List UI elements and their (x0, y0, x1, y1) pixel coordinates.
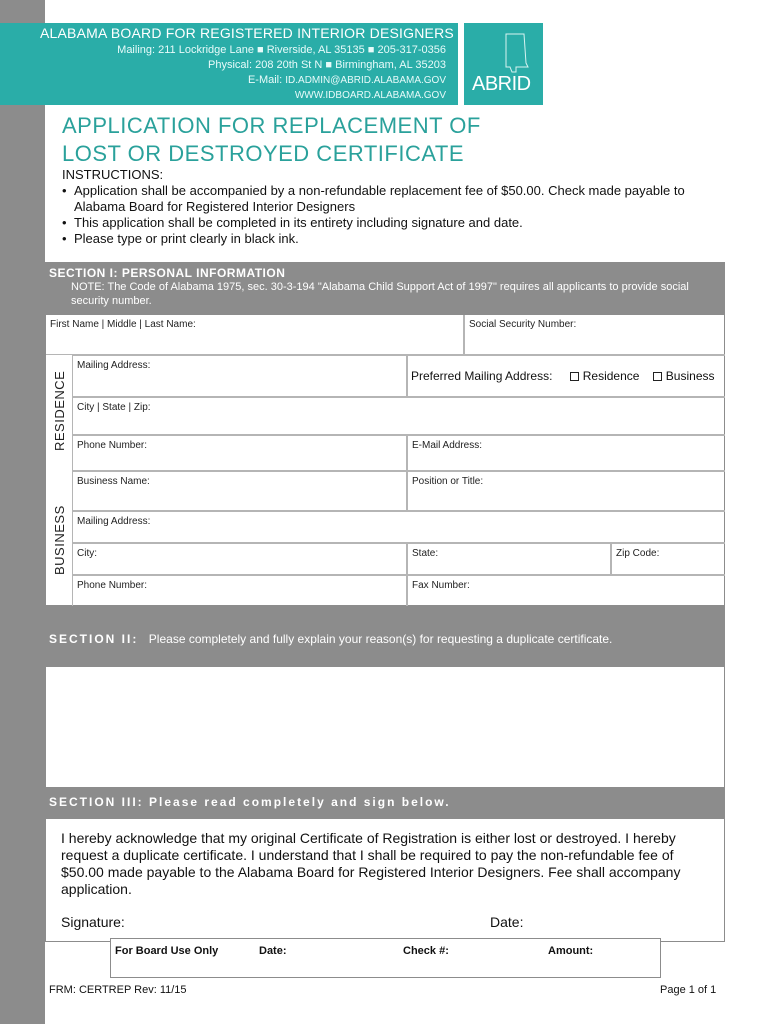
title-line-2: LOST OR DESTROYED CERTIFICATE (62, 141, 465, 166)
zip-label: Zip Code: (616, 548, 660, 559)
business-mailing-field[interactable] (72, 511, 725, 543)
instruction-item: • Please type or print clearly in black ink. (62, 231, 722, 247)
business-option[interactable]: Business (653, 369, 715, 383)
residence-phone-field[interactable] (72, 435, 407, 471)
board-use-title: For Board Use Only (115, 945, 219, 957)
business-checkbox[interactable] (653, 372, 662, 381)
left-margin-bar (0, 0, 45, 1024)
section-3-title: SECTION III: Please read completely and sign below. (49, 795, 451, 809)
city-state-zip-field[interactable] (72, 397, 725, 435)
position-field[interactable] (407, 471, 725, 511)
section-2-prompt: Please completely and fully explain your reason(s) for requesting a duplicate certificate. (148, 632, 613, 646)
email-label: E-Mail Address: (412, 440, 483, 451)
signature-date-field[interactable]: Date: (490, 914, 524, 930)
instructions-heading: INSTRUCTIONS: (62, 167, 164, 182)
logo-text: ABRID (472, 73, 531, 95)
acknowledgement-box (45, 818, 725, 942)
business-state-field[interactable] (407, 543, 611, 575)
residence-section-label: RESIDENCE (52, 370, 67, 451)
name-field[interactable] (46, 315, 464, 355)
board-amount-label: Amount: (548, 945, 594, 957)
section-2-header (45, 606, 725, 666)
section-3-header (45, 787, 725, 818)
preferred-mailing-label: Preferred Mailing Address: (411, 369, 553, 383)
page-title (62, 112, 481, 168)
fax-field[interactable] (407, 575, 725, 606)
signature-field[interactable]: Signature: (61, 914, 125, 930)
business-phone-field[interactable] (72, 575, 407, 606)
mailing-address: Mailing: 211 Lockridge Lane ■ Riverside, AL 35135 ■ 205-317-0356 (117, 44, 446, 56)
city-state-zip-label: City | State | Zip: (77, 402, 151, 413)
fax-label: Fax Number: (412, 580, 470, 591)
residence-option[interactable]: Residence (570, 369, 640, 383)
position-label: Position or Title: (412, 476, 484, 487)
business-zip-field[interactable] (611, 543, 725, 575)
physical-address: Physical: 208 20th St N ■ Birmingham, AL 35203 (208, 59, 446, 71)
business-phone-label: Phone Number: (77, 580, 148, 591)
section-2-title: SECTION II: (49, 632, 139, 646)
website-link[interactable]: WWW.IDBOARD.ALABAMA.GOV (294, 90, 446, 101)
board-use-box (110, 938, 661, 978)
reason-textarea[interactable] (45, 666, 725, 788)
mailing-label: Mailing Address: (77, 360, 151, 371)
instruction-item: • Application shall be accompanied by a non-refundable replacement fee of $50.00. Check made payable to Alabama Board for Registered Interior Designers (62, 183, 722, 215)
ssn-field[interactable] (464, 315, 725, 355)
preferred-mailing (407, 355, 725, 397)
state-label: State: (412, 548, 439, 559)
city-label: City: (77, 548, 97, 559)
ssn-label: Social Security Number: (469, 319, 577, 330)
abrid-logo (464, 23, 543, 105)
section-1-title: SECTION I: PERSONAL INFORMATION (49, 266, 286, 280)
residence-checkbox[interactable] (570, 372, 579, 381)
instruction-item: • This application shall be completed in its entirety including signature and date. (62, 215, 722, 231)
name-label: First Name | Middle | Last Name: (50, 319, 196, 330)
board-name: ALABAMA BOARD FOR REGISTERED INTERIOR DESIGNERS (40, 25, 454, 41)
business-name-label: Business Name: (77, 476, 150, 487)
email-label: E-Mail: (247, 74, 283, 86)
section-1-header (45, 262, 725, 314)
header-banner (0, 23, 458, 105)
personal-info-form (45, 314, 725, 606)
email-address[interactable]: ID.ADMIN@ABRID.ALABAMA.GOV (285, 75, 446, 86)
business-mailing-label: Mailing Address: (77, 516, 151, 527)
board-date-label: Date: (259, 945, 287, 957)
business-name-field[interactable] (72, 471, 407, 511)
phone-label: Phone Number: (77, 440, 148, 451)
email-line (248, 74, 446, 86)
residence-mailing-field[interactable] (72, 355, 407, 397)
email-field[interactable] (407, 435, 725, 471)
alabama-state-icon (504, 33, 530, 73)
ssn-note: NOTE: The Code of Alabama 1975, sec. 30-3-194 "Alabama Child Support Act of 1997" requires all applicants to provide social security number. (71, 281, 689, 307)
board-check-label: Check #: (403, 945, 449, 957)
page-number: Page 1 of 1 (660, 984, 717, 996)
business-city-field[interactable] (72, 543, 407, 575)
form-id: FRM: CERTREP Rev: 11/15 (49, 984, 187, 996)
acknowledgement-text: I hereby acknowledge that my original Certificate of Registration is either lost or destroyed. I hereby request a duplicate certificate. I understand that I shall be required to pay the non-refundable fee of $50.00 made payable to the Alabama Board for Registered Interior Designers. Fee shall accompany application. (61, 830, 681, 897)
title-line-1: APPLICATION FOR REPLACEMENT OF (62, 113, 481, 138)
business-section-label: BUSINESS (52, 505, 67, 575)
instructions (62, 167, 722, 247)
